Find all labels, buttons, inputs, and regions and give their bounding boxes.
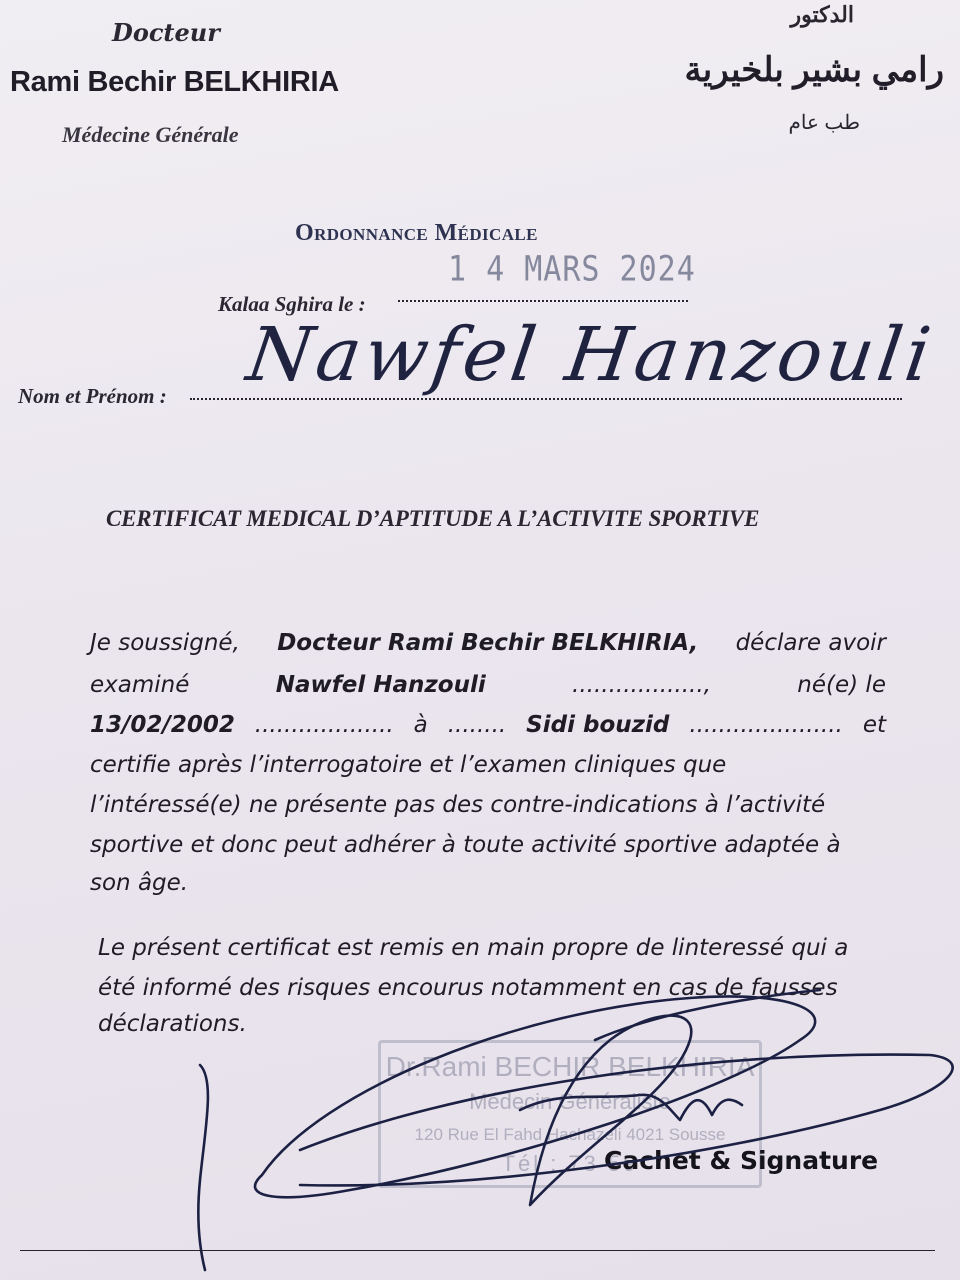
dotted-fill: .....................	[689, 712, 843, 738]
paragraph-line	[90, 832, 886, 858]
dotted-fill: ........	[447, 712, 507, 738]
text-segment: sportive et donc peut adhérer à toute activité sportive adaptée à	[90, 832, 841, 858]
doctor-specialty: Médecine Générale	[62, 122, 239, 147]
date-dotted-line	[398, 300, 688, 302]
stamp-line: Médecin Généraliste	[469, 1089, 671, 1114]
date-stamp: 1 4 MARS 2024	[448, 249, 696, 290]
text-segment: déclare avoir	[735, 630, 886, 656]
text-segment: déclarations.	[98, 1011, 247, 1037]
certificate-paragraph-2	[98, 935, 878, 1035]
paragraph-line	[90, 630, 886, 656]
text-segment: été informé des risques encourus notamment en cas de fausses	[98, 975, 838, 1001]
prescription-title: Ordonnance Médicale	[295, 220, 538, 246]
stamp-line: 120 Rue El Fahd Hachazeli 4021 Sousse	[414, 1125, 726, 1144]
dotted-fill: ..................,	[572, 672, 711, 698]
text-segment: né(e) le	[797, 672, 886, 698]
birthdate-inline: 13/02/2002	[90, 712, 235, 738]
paragraph-line	[98, 1011, 878, 1037]
doctor-name: Rami Bechir BELKHIRIA	[10, 66, 339, 98]
text-segment: certifie après l’interrogatoire et l’examen cliniques que	[90, 752, 727, 778]
patient-name-dotted-line	[190, 398, 902, 400]
paragraph-line	[98, 935, 878, 961]
patient-name-label: Nom et Prénom :	[18, 384, 167, 408]
place-date-label: Kalaa Sghira le :	[218, 292, 366, 316]
paragraph-line	[98, 975, 878, 1001]
paragraph-line	[90, 870, 886, 896]
birthplace-inline: Sidi bouzid	[526, 712, 670, 738]
text-segment: Le présent certificat est remis en main propre de linteressé qui a	[98, 935, 849, 961]
text-segment: son âge.	[90, 870, 189, 896]
text-segment: à	[413, 712, 428, 738]
dotted-fill: ...................	[254, 712, 394, 738]
text-segment: examiné	[90, 672, 190, 698]
paragraph-line	[90, 672, 886, 698]
stamp-line: Dr.Rami BECHIR BELKHIRIA	[385, 1051, 755, 1082]
paragraph-line	[90, 712, 886, 738]
text-segment: et	[862, 712, 886, 738]
footer-rule	[20, 1250, 935, 1251]
handwritten-patient-name: Nawfel Hanzouli	[241, 312, 940, 398]
doctor-specialty-ar: طب عام	[788, 112, 860, 134]
patient-name-inline: Nawfel Hanzouli	[275, 672, 486, 698]
certificate-title: CERTIFICAT MEDICAL D’APTITUDE A L’ACTIVITE SPORTIVE	[106, 506, 760, 531]
doctor-title-ar: الدكتور	[790, 2, 854, 27]
text-segment: l’intéressé(e) ne présente pas des contre-indications à l’activité	[90, 792, 826, 818]
signature-label: Cachet & Signature	[604, 1146, 879, 1175]
paragraph-line	[90, 752, 886, 778]
doctor-title-fr: Docteur	[112, 18, 220, 47]
text-segment: Je soussigné,	[90, 630, 240, 656]
stamp-line: Tél : 73 59	[501, 1151, 639, 1176]
certificate-paragraph-1	[90, 630, 886, 900]
doctor-name-ar: رامي بشير بلخيرية	[684, 51, 944, 89]
doctor-name-inline: Docteur Rami Bechir BELKHIRIA,	[277, 630, 699, 656]
paragraph-line	[90, 792, 886, 818]
